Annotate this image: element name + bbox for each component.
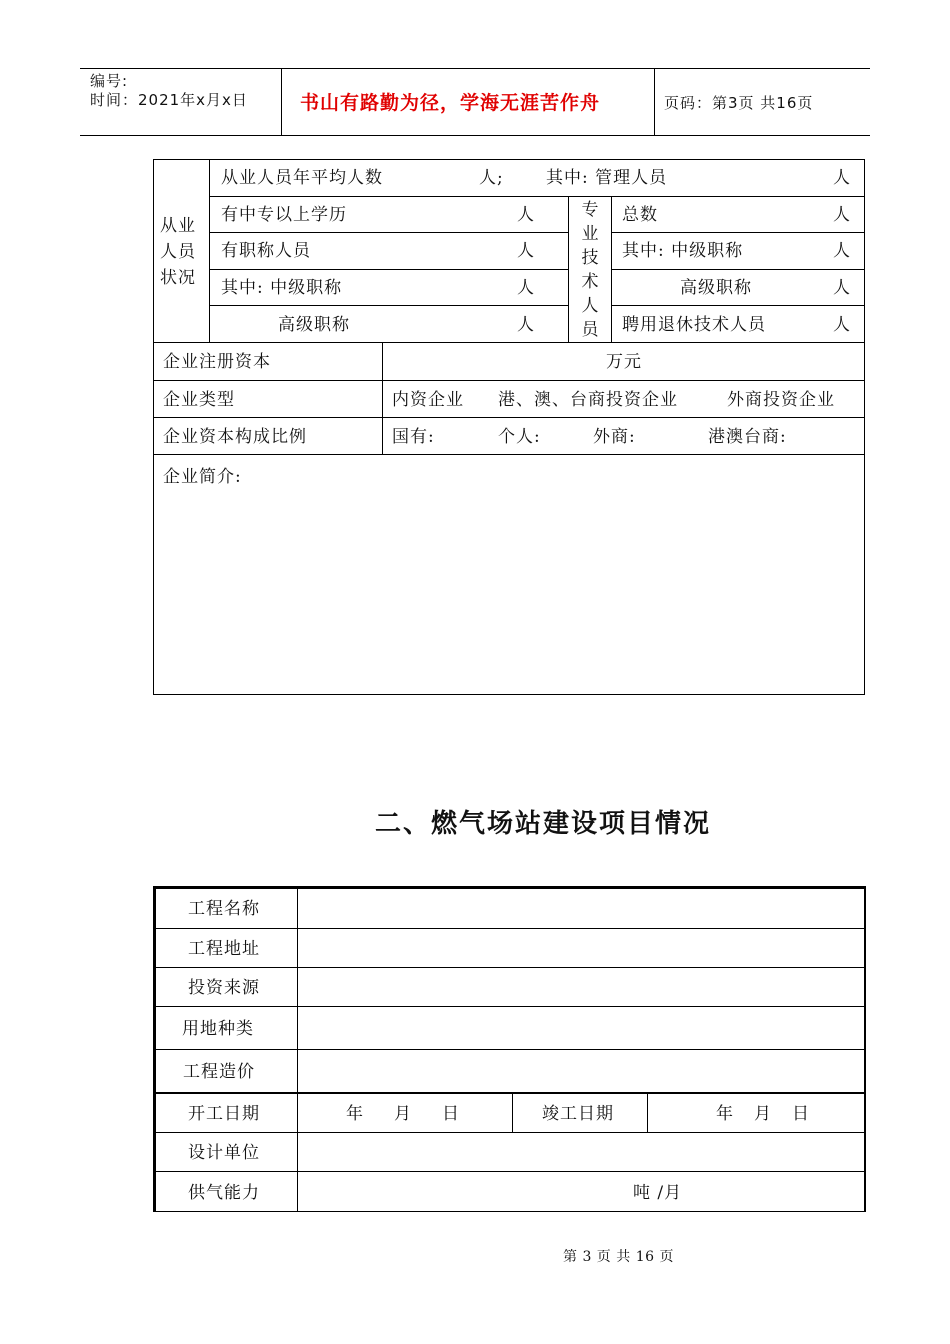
land-type-label: 用地种类 (182, 1019, 254, 1039)
mid-title-unit: 人 (517, 278, 535, 298)
ratio-hmt-label: 港澳台商: (708, 427, 787, 447)
ratio-individual-label: 个人: (498, 427, 541, 447)
serial-label: 编号: (90, 72, 129, 90)
avg-staff-unit: 人; (479, 168, 504, 188)
completion-date-year: 年 (716, 1104, 734, 1124)
supply-capacity-unit: 吨 /月 (633, 1183, 683, 1203)
capital-ratio-label: 企业资本构成比例 (163, 427, 307, 447)
company-type-domestic: 内资企业 (392, 390, 464, 410)
company-type-foreign: 外商投资企业 (727, 390, 835, 410)
footer-page-info: 第 3 页 共 16 页 (563, 1249, 674, 1265)
retired-tech-label: 聘用退休技术人员 (622, 315, 766, 335)
section2-title: 二、燃气场站建设项目情况 (375, 809, 712, 839)
management-staff-unit: 人 (833, 168, 851, 188)
secondary-education-unit: 人 (517, 205, 535, 225)
tech-senior-title-unit: 人 (833, 278, 851, 298)
secondary-education-label: 有中专以上学历 (221, 205, 347, 225)
tech-mid-title-unit: 人 (833, 241, 851, 261)
ratio-foreign-label: 外商: (593, 427, 636, 447)
senior-title-unit: 人 (517, 315, 535, 335)
start-date-month: 月 (394, 1104, 412, 1124)
completion-date-label: 竣工日期 (542, 1104, 614, 1124)
motto: 书山有路勤为径，学海无涯苦作舟 (300, 92, 601, 114)
time-label: 时间：2021年x月x日 (90, 91, 248, 109)
tech-mid-title-label: 其中: 中级职称 (622, 241, 744, 261)
design-unit-label: 设计单位 (188, 1143, 260, 1163)
start-date-day: 日 (442, 1104, 460, 1124)
start-date-label: 开工日期 (188, 1104, 260, 1124)
supply-capacity-label: 供气能力 (188, 1183, 260, 1203)
tech-senior-title-label: 高级职称 (680, 278, 752, 298)
ratio-state-label: 国有: (392, 427, 435, 447)
staff-section-label: 从业人员状况 (160, 216, 196, 288)
completion-date-day: 日 (792, 1104, 810, 1124)
registered-capital-label: 企业注册资本 (163, 352, 271, 372)
completion-date-month: 月 (754, 1104, 772, 1124)
tech-total-unit: 人 (833, 205, 851, 225)
project-cost-label: 工程造价 (183, 1062, 255, 1082)
start-date-year: 年 (346, 1104, 364, 1124)
avg-staff-label: 从业人员年平均人数 (221, 168, 383, 188)
titled-staff-label: 有职称人员 (221, 241, 311, 261)
company-intro-label: 企业简介: (163, 467, 242, 487)
page-label: 页码：第3页 共16页 (664, 94, 814, 112)
company-type-hmt: 港、澳、台商投资企业 (498, 390, 678, 410)
mid-title-label: 其中: 中级职称 (221, 278, 343, 298)
investment-source-label: 投资来源 (188, 978, 260, 998)
company-type-label: 企业类型 (163, 390, 235, 410)
project-name-label: 工程名称 (188, 899, 260, 919)
senior-title-label: 高级职称 (278, 315, 350, 335)
tech-total-label: 总数 (622, 205, 658, 225)
retired-tech-unit: 人 (833, 315, 851, 335)
project-address-label: 工程地址 (188, 939, 260, 959)
titled-staff-unit: 人 (517, 241, 535, 261)
management-staff-label: 其中: 管理人员 (546, 168, 668, 188)
registered-capital-unit: 万元 (606, 352, 642, 372)
technical-staff-label: 专业技术人员 (581, 200, 599, 340)
